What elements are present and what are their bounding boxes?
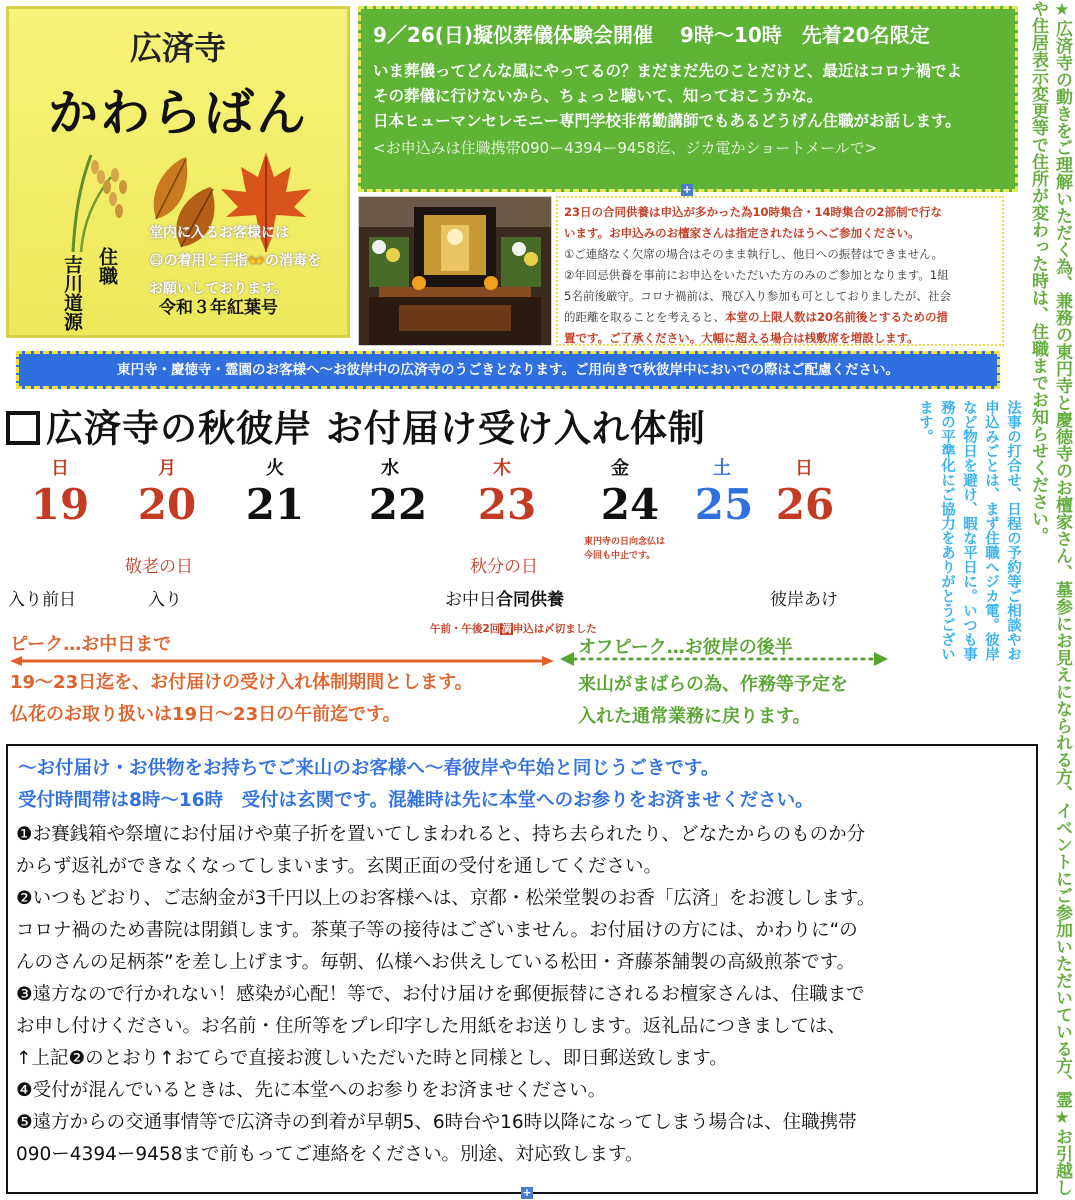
peak-body: 19〜23日迄を、お付届けの受け入れ体制期間とします。 [10, 672, 473, 693]
memorial-line: 5名前後厳守。コロナ禍前は、飛び入り参加も可としておりましたが、社会 [564, 289, 951, 303]
full-note-text: 申込は〆切ました [512, 623, 597, 635]
calendar-dow: 日 [795, 458, 813, 479]
newsletter-name: かわらばん [48, 83, 308, 142]
calendar-date: 26 [775, 480, 835, 529]
memorial-line: ①ご連絡なく欠席の場合はそのまま執行し、他日への振替はできません。 [564, 247, 943, 261]
event-body-line: いま葬儀ってどんな風にやってるの？まだまだ先のことだけど、最近はコロナ禍でよ [373, 62, 963, 80]
day-note [445, 585, 564, 610]
issue-label: 令和３年紅葉号 [159, 298, 278, 318]
calendar-date: 23 [477, 480, 537, 529]
calendar-date: 25 [694, 480, 754, 529]
peak-label: ピーク…お中日まで [10, 634, 172, 655]
priest-label: 住職 [96, 247, 118, 285]
memorial-notice [556, 196, 1004, 346]
event-body-line: 日本ヒューマンセレモニー専門学校非常勤講師でもあるどうげん住職がお話します。 [373, 112, 961, 130]
notice-line: お願いしております。 [149, 281, 288, 297]
memorial-line: 置です。ご了承ください。大幅に超える場合は桟敷席を増設します。 [564, 331, 919, 345]
event-body-line: その葬儀に行けないから、ちょっと聴いて、知っておこうかな。 [373, 87, 823, 105]
calendar-dow: 土 [713, 458, 731, 479]
vertical-note-blue: 法事の打合せ、日程の予約等ご相談やお申込みごとは、まず住職へジカ電。彼岸など物日を避け、暇な平日に。いつも事務の平準化にご協力をありがとうございます。 [917, 400, 1021, 661]
friday-note-line: 東円寺の日向念仏は [584, 537, 666, 547]
notice-line: 😷の着用と手指👐の消毒を [149, 253, 322, 269]
day-note: 彼岸あけ [770, 590, 838, 610]
priest-name: 吉川道源 [60, 255, 83, 331]
bottom-line: ❹受付が混んでいるときは、先に本堂へのお参りをお済ませください。 [16, 1080, 607, 1101]
plus-handle-icon[interactable]: + [522, 1186, 532, 1199]
bottom-heading: 受付時間帯は8時〜16時 受付は玄関です。混雑時は先に本堂へのお参りをお済ませください。 [18, 790, 814, 811]
offpeak-body: 来山がまばらの為、作務等予定を [578, 674, 848, 695]
plus-handle-icon[interactable]: + [682, 183, 692, 196]
holiday-label: 敬老の日 [125, 557, 193, 577]
vertical-note-green: ★広済寺の動きをご理解いただく為、兼務の東円寺と慶徳寺のお檀家さん、墓参にお見えになられる方、イベントにご参加いただいている方、霊★お引越しや住居表示変更等で住所が変わった時は、住職までお知らせください。 [1028, 0, 1072, 1196]
friday-note [584, 535, 694, 563]
calendar-dow: 木 [493, 458, 511, 479]
temple-name: 広済寺 [129, 29, 226, 67]
altar-photo [358, 196, 552, 346]
bottom-line: 090ー4394ー9458まで前もってご連絡をください。別途、対応致します。 [16, 1144, 644, 1165]
full-note-text: 午前・午後2回 [430, 623, 501, 635]
event-body [373, 59, 1003, 134]
calendar-date: 22 [368, 480, 428, 529]
day-note: 入り前日 [8, 590, 76, 610]
calendar-dow: 月 [158, 458, 176, 479]
day-note-bold: 合同供養 [496, 590, 564, 610]
bottom-line: コロナ禍のため書院は閉鎖します。茶菓子等の接待はございません。お付届けの方には、かわりに“の [16, 920, 858, 941]
bottom-line: ↑上記❷のとおり↑おてらで直接お渡しいただいた時と同様とし、即日郵送致します。 [16, 1048, 728, 1069]
calendar-date: 20 [137, 480, 197, 529]
altar-image [359, 197, 551, 345]
bottom-line: ❶お賽銭箱や祭壇にお付届けや菓子折を置いてしまわれると、持ち去られたり、どなたからのものか分 [16, 824, 866, 845]
bottom-line: ❸遠方なので行かれない！感染が心配！等で、お付け届けを郵便振替にされるお檀家さんは、住職まで [16, 984, 865, 1005]
memorial-text-span: 的距離を取ることを考えると、 [564, 310, 725, 324]
mask-notice [149, 219, 349, 303]
calendar-dow: 金 [611, 458, 629, 479]
memorial-line: ②年回忌供養を事前にお申込をいただいた方のみのご参加となります。1組 [564, 268, 949, 282]
full-note [430, 621, 597, 636]
peak-body: 仏花のお取り扱いは19日〜23日の午前迄です。 [10, 704, 401, 725]
bottom-line: お申し付けください。お名前・住所等をプレ印字した用紙をお送りします。返礼品につきましては、 [16, 1016, 846, 1037]
full-badge: 満 [501, 623, 512, 635]
bottom-line: からず返礼ができなくなってしまいます。玄関正面の受付を通してください。 [16, 856, 663, 877]
day-note-text: お中日 [445, 590, 496, 610]
peak-arrow [10, 656, 554, 666]
holiday-label: 秋分の日 [470, 557, 538, 577]
offpeak-label: オフピーク…お彼岸の後半 [578, 637, 793, 658]
offpeak-arrow [560, 652, 888, 666]
day-note: 入り [148, 590, 182, 610]
calendar-date: 24 [600, 480, 660, 529]
main-heading-text: 広済寺の秋彼岸 お付届け受け入れ体制 [46, 407, 706, 450]
bottom-line: ❷いつもどおり、ご志納金が3千円以上のお客様へは、京都・松栄堂製のお香「広済」をお渡しします。 [16, 888, 876, 909]
event-title: 9／26(日)擬似葬儀体験会開催 9時〜10時 先着20名限定 [373, 23, 930, 47]
bottom-line: んのさんの足柄茶”を差し上げます。毎朝、仏様へお供えしている松田・斉藤茶舗製の高級煎茶です。 [16, 952, 856, 973]
offpeak-body: 入れた通常業務に戻ります。 [578, 706, 811, 727]
bottom-line: ❺遠方からの交通事情等で広済寺の到着が早朝5、6時台や16時以降になってしまう場合は、住職携帯 [16, 1112, 857, 1133]
title-box [6, 6, 350, 338]
event-note: <お申込みは住職携帯090ー4394ー9458迄、ジカ電かショートメールで> [373, 139, 878, 157]
blue-banner: 東円寺・慶徳寺・霊園のお客様へ〜お彼岸中の広済寺のうごきとなります。ご用向きで秋彼岸中においでの際はご配慮ください。 [16, 351, 1000, 389]
memorial-emphasis: 本堂の上限人数は20名前後とするための措 [725, 310, 949, 324]
friday-note-line: 今回も中止です。 [584, 551, 656, 561]
event-box [358, 6, 1018, 192]
heading-square-icon [6, 411, 40, 445]
rice-plant-icon [73, 155, 127, 252]
calendar-dow: 火 [266, 458, 284, 479]
bottom-notice-box [6, 744, 1038, 1194]
main-heading [6, 398, 706, 452]
calendar-dow: 水 [381, 458, 399, 479]
notice-line: 堂内に入るお客様には [149, 225, 289, 241]
memorial-line: 23日の合同供養は申込が多かった為10時集合・14時集合の2部制で行な [564, 205, 943, 219]
calendar-date: 19 [30, 480, 90, 529]
calendar-date: 21 [245, 480, 305, 529]
memorial-line: います。お申込みのお檀家さんは指定されたほうへご参加ください。 [564, 226, 920, 240]
bottom-heading: 〜お付届け・お供物をお持ちでご来山のお客様へ〜春彼岸や年始と同じうごきです。 [18, 758, 720, 779]
calendar-dow: 日 [51, 458, 69, 479]
memorial-line [564, 307, 1000, 328]
